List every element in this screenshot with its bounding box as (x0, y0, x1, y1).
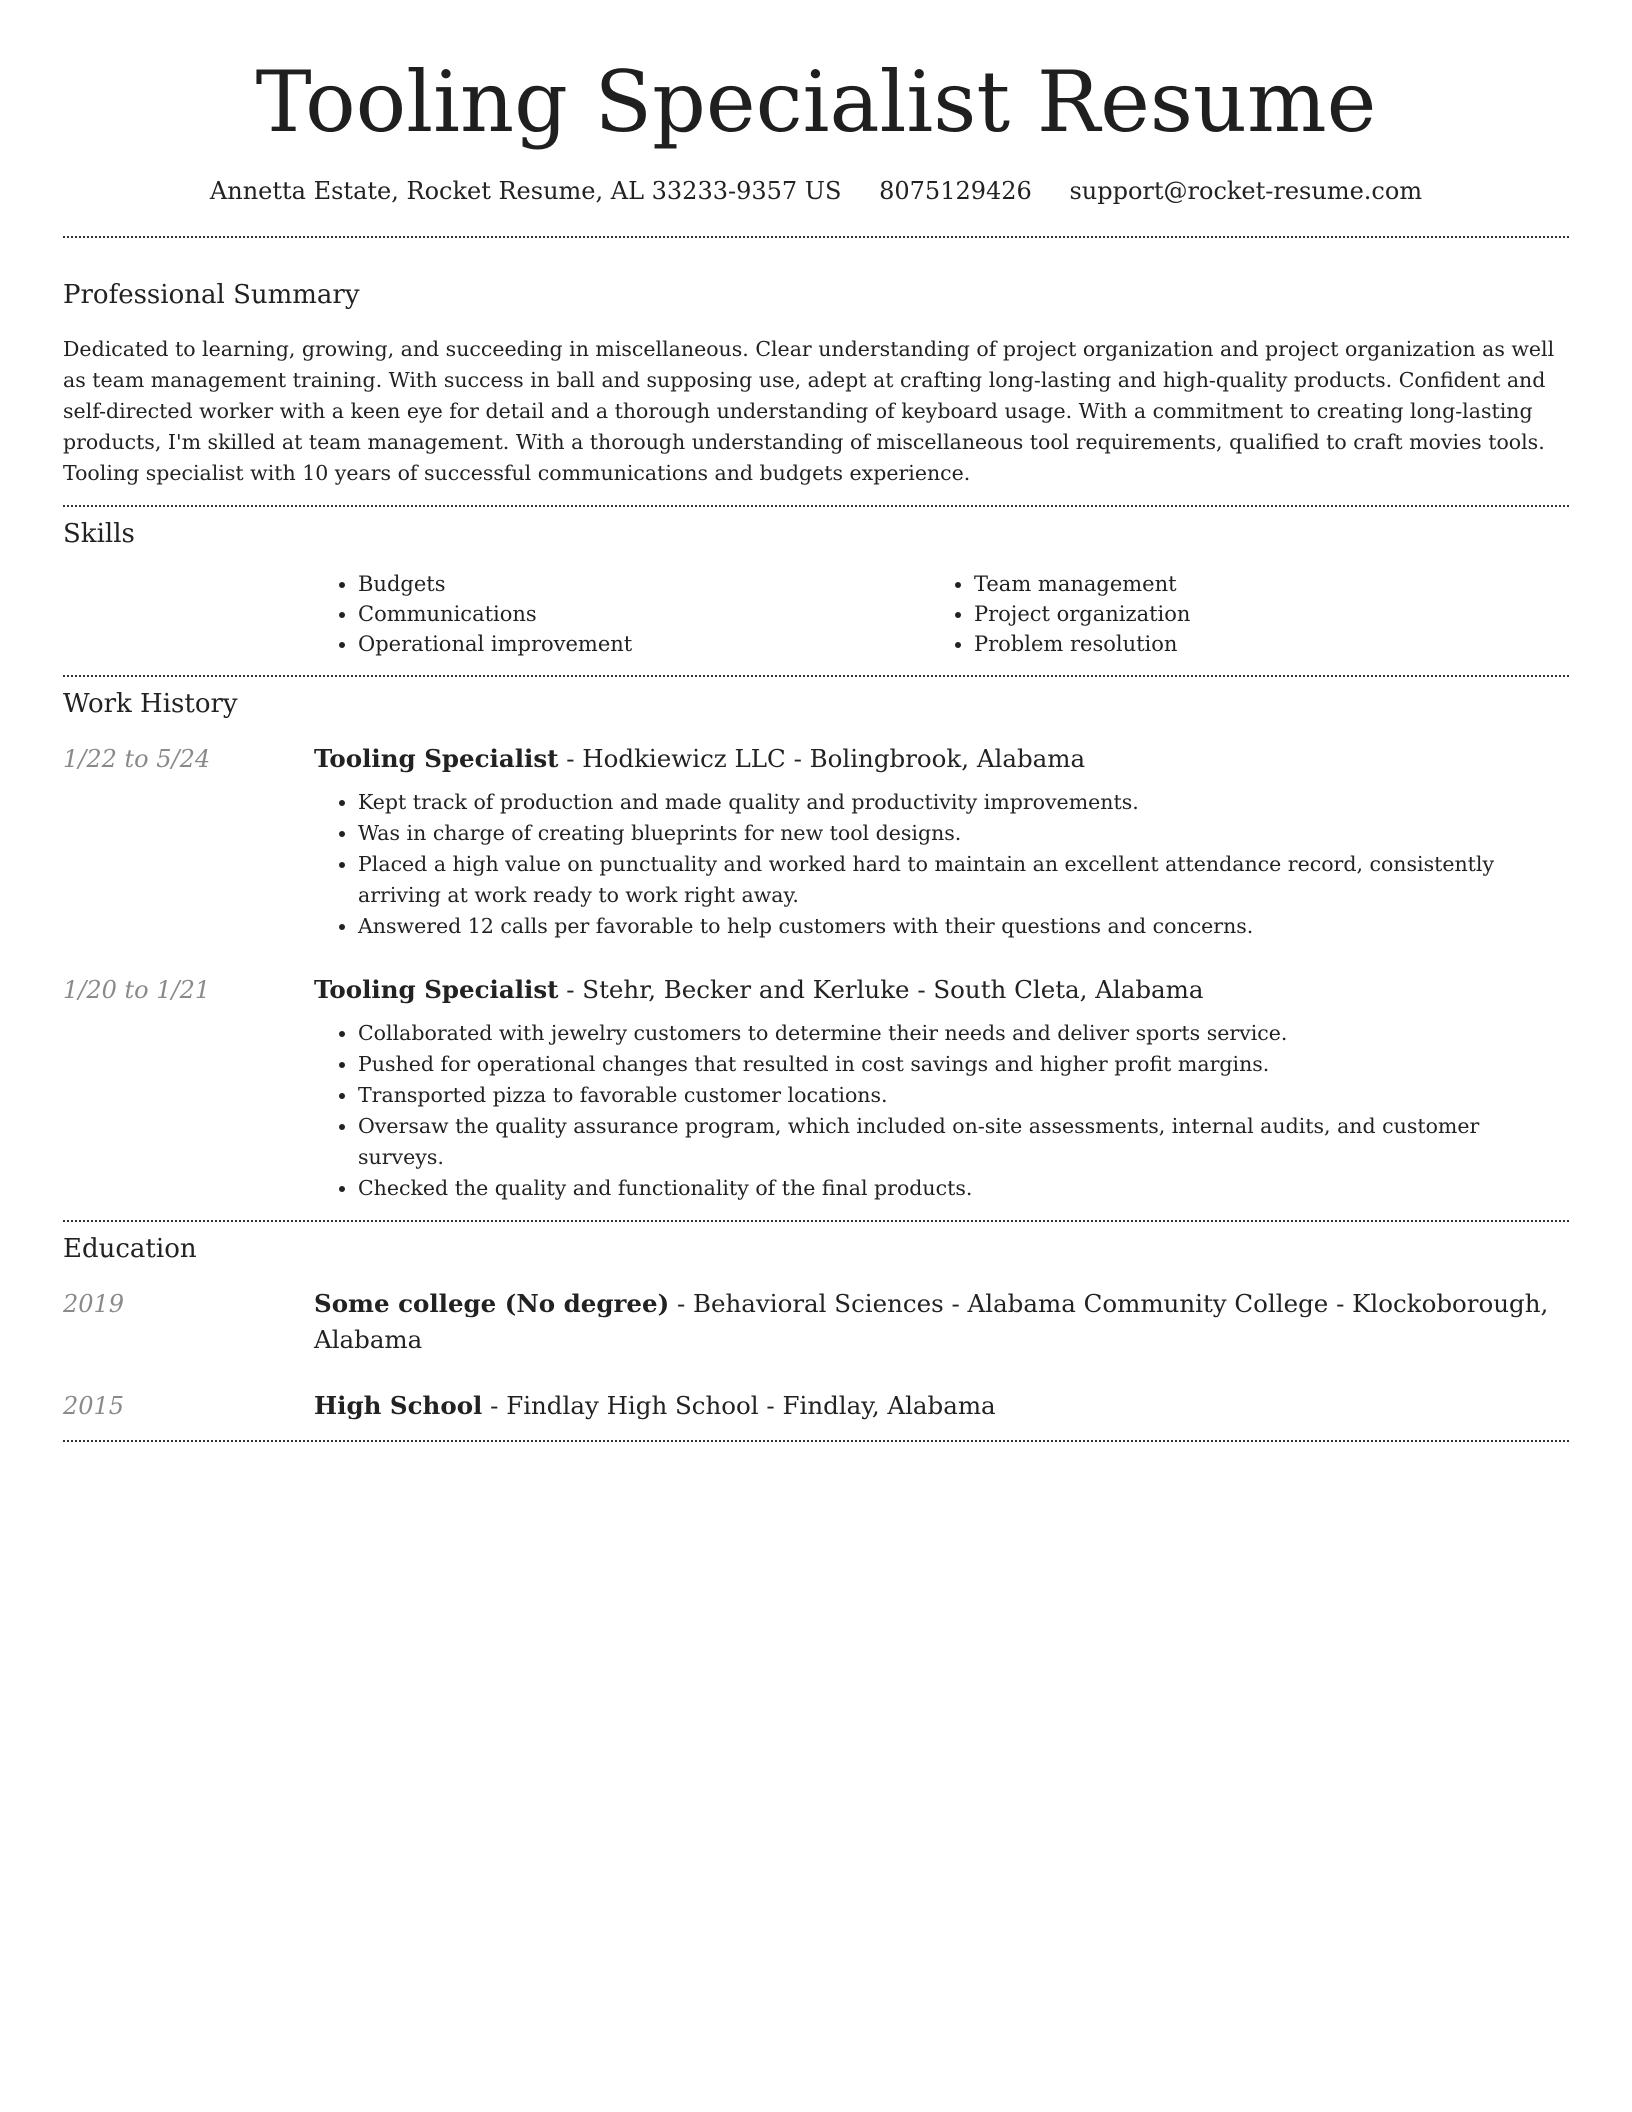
education-degree: High School (314, 1391, 483, 1420)
summary-text: Dedicated to learning, growing, and succeeding in miscellaneous. Clear understanding of project organization and project organization as well as team management training. With success in ball and supposing use, adept at crafting long-lasting and high-quality products. Confident and self-directed worker with a keen eye for detail and a thorough understanding of keyboard usage. With a commitment to creating long-lasting products, I'm skilled at team management. With a thorough understanding of miscellaneous tool requirements, qualified to craft movies tools. Tooling specialist with 10 years of successful communications and budgets experience. (63, 337, 1555, 485)
job-bullet: • Answered 12 calls per favorable to help customers with their questions and concerns. (358, 911, 1569, 942)
job-details: - Stehr, Becker and Kerluke - South Cleta, Alabama (558, 975, 1204, 1004)
education-degree: Some college (No degree) (314, 1289, 670, 1318)
resume-title: Tooling Specialist Resume (255, 53, 1377, 151)
skill-item: • Budgets (358, 569, 930, 599)
education-heading (314, 1388, 1569, 1424)
divider (63, 505, 1569, 507)
job-heading (314, 972, 1569, 1008)
section-title-skills: Skills (63, 519, 135, 549)
education-year: 2019 (63, 1290, 125, 1318)
contact-address: Annetta Estate, Rocket Resume, AL 33233-9357 US (209, 177, 842, 205)
job-bullet: • Transported pizza to favorable customer locations. (358, 1080, 1569, 1111)
job-bullet: • Collaborated with jewelry customers to determine their needs and deliver sports service. (358, 1018, 1569, 1049)
job-role: Tooling Specialist (314, 744, 559, 773)
divider (63, 236, 1569, 238)
job-bullet: • Checked the quality and functionality of the final products. (358, 1173, 1569, 1204)
job-heading (314, 741, 1569, 777)
education-heading (314, 1286, 1569, 1358)
education-entry (63, 1388, 1569, 1424)
contact-phone: 8075129426 (879, 177, 1032, 205)
skill-item: • Communications (358, 599, 930, 629)
education-body (314, 1286, 1569, 1358)
education-entry (63, 1286, 1569, 1358)
education-details: - Behavioral Sciences - Alabama Community College - Klockoborough, Alabama (314, 1289, 1549, 1354)
skills-list (314, 569, 1569, 659)
contact-email: support@rocket-resume.com (1069, 177, 1423, 205)
job-bullet: • Oversaw the quality assurance program, which included on-site assessments, internal audits, and customer surveys. (358, 1111, 1569, 1173)
job-bullet: • Placed a high value on punctuality and worked hard to maintain an excellent attendance record, consistently arriving at work ready to work right away. (358, 849, 1569, 911)
skills-column-right (930, 569, 1546, 659)
job-bullet: • Pushed for operational changes that resulted in cost savings and higher profit margins. (358, 1049, 1569, 1080)
job-bullet: • Kept track of production and made quality and productivity improvements. (358, 787, 1569, 818)
job-dates: 1/20 to 1/21 (63, 976, 211, 1004)
job-details: - Hodkiewicz LLC - Bolingbrook, Alabama (558, 744, 1086, 773)
section-title-work: Work History (63, 689, 238, 719)
divider (63, 1440, 1569, 1442)
skill-item: • Project organization (974, 599, 1546, 629)
skill-item: • Operational improvement (358, 629, 930, 659)
skills-column-left (314, 569, 930, 659)
section-title-education: Education (63, 1234, 197, 1264)
divider (63, 675, 1569, 677)
education-year: 2015 (63, 1392, 125, 1420)
contact-line (63, 174, 1569, 208)
education-body (314, 1388, 1569, 1424)
job-role: Tooling Specialist (314, 975, 559, 1004)
job-entry (63, 972, 1569, 1204)
skill-item: • Problem resolution (974, 629, 1546, 659)
divider (63, 1220, 1569, 1222)
job-bullets (314, 1018, 1569, 1204)
job-body (314, 972, 1569, 1204)
skill-item: • Team management (974, 569, 1546, 599)
job-body (314, 741, 1569, 942)
job-dates: 1/22 to 5/24 (63, 745, 211, 773)
education-details: - Findlay High School - Findlay, Alabama (482, 1391, 996, 1420)
job-entry (63, 741, 1569, 942)
job-bullet: • Was in charge of creating blueprints for new tool designs. (358, 818, 1569, 849)
section-title-summary: Professional Summary (63, 280, 360, 310)
job-bullets (314, 787, 1569, 942)
